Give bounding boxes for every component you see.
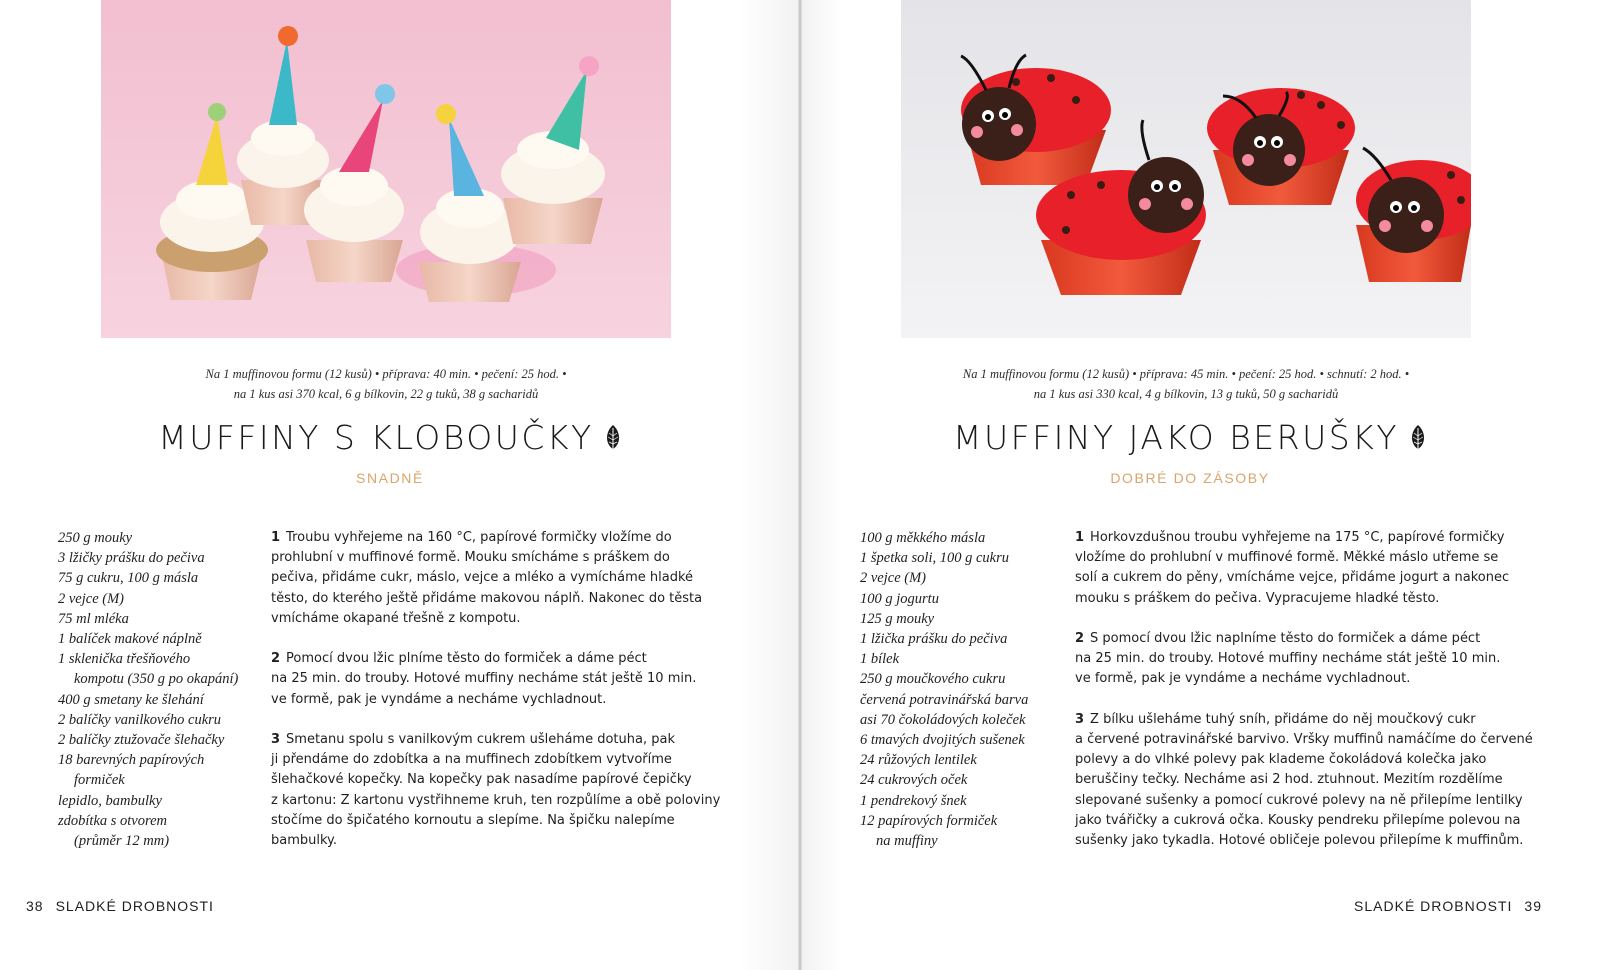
step-text: S pomocí dvou lžic naplníme těsto do formiček a dáme péct <box>1090 631 1481 646</box>
ingredient-item: 1 bílek <box>860 651 900 668</box>
recipe-title-text: MUFFINY S KLOBOUČKY <box>158 418 594 457</box>
meta-line: na 1 kus asi 370 kcal, 6 g bílkovin, 22 g tuků, 38 g sacharidů <box>233 387 539 401</box>
meta-line: Na 1 muffinovou formu (12 kusů) • příprava: 40 min. • pečení: 25 hod. • <box>205 367 567 381</box>
step-number: 1 <box>1075 530 1085 545</box>
step-line: šlehačkové kopečky. Na kopečky pak nasadíme papírové čepičky <box>271 772 692 788</box>
step-line: a červené potravinářské barvivo. Vršky muffinů namáčíme do červené <box>1075 732 1533 747</box>
photo-party-hat-muffins <box>101 0 671 338</box>
ingredient-item: 24 růžových lentilek <box>860 752 977 769</box>
ingredient-item: 2 vejce (M) <box>860 570 927 587</box>
step-line: ve formě, pak je vyndáme a necháme vychladnout. <box>1075 671 1411 687</box>
ingredient-item: 6 tmavých dvojitých sušenek <box>860 732 1025 749</box>
step-3 <box>1075 710 1533 851</box>
step-line: mouku s práškem do pečiva. Vypracujeme hladké těsto. <box>1075 590 1440 606</box>
ingredient-item: 250 g moučkového cukru <box>860 671 1006 688</box>
step-2 <box>1075 629 1515 690</box>
ingredient-item: 2 balíčky vanilkového cukru <box>58 711 222 728</box>
step-text: Z bílku ušleháme tuhý sníh, přidáme do něj moučkový cukr <box>1090 711 1476 727</box>
ingredient-item: 75 ml mléka <box>58 610 129 627</box>
step-line: prohlubní v muffinové formě. Mouku smícháme s práškem do <box>271 550 670 566</box>
step-number: 1 <box>271 530 281 545</box>
ingredient-item: kompotu (350 g po okapání) <box>74 671 239 688</box>
step-2 <box>271 649 711 710</box>
page-number: 39 <box>1524 898 1542 914</box>
ingredient-item: na muffiny <box>876 833 938 850</box>
step-3 <box>271 730 721 851</box>
step-line: polevy a do vlhké polevy pak klademe čokoládová kolečka jako <box>1075 752 1487 768</box>
step-line: solí a cukrem do pěny, vmícháme vejce, přidáme jogurt a nakonec <box>1075 570 1510 586</box>
step-line: těsto, do kterého ještě přidáme makovou náplň. Nakonec do těsta <box>271 590 703 606</box>
ladybug-muffin-back-right <box>1207 88 1355 205</box>
ingredient-item: asi 70 čokoládových koleček <box>860 711 1026 728</box>
step-line: ji přendáme do zdobítka a na muffinech zdobítkem vytvoříme <box>271 752 672 768</box>
ingredient-item: 1 balíček makové náplně <box>58 631 202 648</box>
section-name: SLADKÉ DROBNOSTI <box>1354 898 1513 914</box>
ingredient-item: 2 balíčky ztužovače šlehačky <box>58 732 225 749</box>
step-number: 2 <box>1075 631 1085 646</box>
step-line: z kartonu: Z kartonu vystřihneme kruh, ten rozpůlíme a obě poloviny <box>271 792 721 808</box>
page-number: 38 <box>26 898 44 914</box>
ingredient-item: 24 cukrových oček <box>860 772 968 789</box>
step-line: stočíme do špičatého kornoutu a slepíme. Na špičku nalepíme <box>271 812 675 828</box>
step-number: 3 <box>1075 711 1085 727</box>
ingredient-item: 100 g jogurtu <box>860 590 939 607</box>
recipe-title-text: MUFFINY JAKO BERUŠKY <box>953 418 1399 457</box>
photo-ladybug-muffins <box>901 0 1471 338</box>
method-steps <box>271 528 721 871</box>
ingredient-item: červená potravinářská barva <box>860 691 1029 708</box>
step-line: jako tvářičky a cukrová očka. Kousky pendreku přilepíme polevou na <box>1075 812 1521 828</box>
ingredient-item: 2 vejce (M) <box>58 590 125 607</box>
step-line <box>1075 629 1515 649</box>
ingredient-item: 3 lžičky prášku do pečiva <box>58 550 205 567</box>
ingredient-item: lepidlo, bambulky <box>58 792 162 809</box>
ingredient-item: 18 barevných papírových <box>58 752 205 769</box>
leaf-icon <box>1409 424 1427 452</box>
difficulty-label: DOBRÉ DO ZÁSOBY <box>1110 470 1270 486</box>
step-line: na 25 min. do trouby. Hotové muffiny necháme stát ještě 10 min. <box>1075 651 1501 667</box>
step-text: Smetanu spolu s vanilkovým cukrem ušleháme dotuha, pak <box>286 732 675 747</box>
ingredient-item: 1 lžička prášku do pečiva <box>860 631 1008 648</box>
step-text: Horkovzdušnou troubu vyhřejeme na 175 °C, papírové formičky <box>1090 530 1505 545</box>
step-line: sušenky jako tykadla. Hotové obličeje polevou přilepíme k muffinům. <box>1075 833 1524 849</box>
step-line <box>271 649 711 669</box>
step-line: ve formě, pak je vyndáme a necháme vychladnout. <box>271 691 607 707</box>
step-text: Pomocí dvou lžic plníme těsto do formiček a dáme péct <box>286 651 647 667</box>
step-line <box>271 730 711 750</box>
ingredient-item: formiček <box>74 772 125 789</box>
ingredient-item: 250 g mouky <box>58 530 133 546</box>
ingredient-item: zdobítka s otvorem <box>58 812 168 829</box>
recipe-meta <box>876 364 1496 404</box>
step-line: bambulky. <box>271 833 338 849</box>
step-line: vmícháme okapané třešně z kompotu. <box>271 610 521 626</box>
difficulty-label: SNADNĚ <box>356 470 424 486</box>
leaf-icon <box>604 424 622 452</box>
ingredient-item: 100 g měkkého másla <box>860 530 986 546</box>
step-1 <box>1075 528 1515 609</box>
step-line <box>1075 528 1515 548</box>
step-line: slepované sušenky a pomocí cukrové polevy na ně přilepíme lentilky <box>1075 792 1523 808</box>
page-footer-left <box>26 898 214 914</box>
page-footer-right <box>1354 898 1542 914</box>
step-line: beruščiny tečky. Necháme asi 2 hod. ztuhnout. Mezitím rozdělíme <box>1075 772 1503 788</box>
ingredient-item: 125 g mouky <box>860 610 935 627</box>
step-1 <box>271 528 711 629</box>
ingredient-item: 1 špetka soli, 100 g cukru <box>860 550 1010 567</box>
recipe-title <box>830 416 1550 460</box>
ingredient-item: 1 pendrekový šnek <box>860 792 967 809</box>
gutter-shadow <box>740 0 798 970</box>
meta-line: Na 1 muffinovou formu (12 kusů) • příprava: 45 min. • pečení: 25 hod. • schnutí: 2 hod. • <box>962 367 1410 381</box>
ingredient-item: 75 g cukru, 100 g másla <box>58 570 199 587</box>
ingredient-item: 12 papírových formiček <box>860 812 998 829</box>
step-text: Troubu vyhřejeme na 160 °C, papírové formičky vložíme do <box>286 530 672 545</box>
step-line <box>1075 710 1515 730</box>
step-line: pečiva, přidáme cukr, máslo, vejce a mléko a vymícháme hladké <box>271 570 694 586</box>
ingredient-item: 1 sklenička třešňového <box>58 651 191 668</box>
ingredient-item: 400 g smetany ke šlehání <box>58 691 204 708</box>
step-number: 2 <box>271 651 281 667</box>
meta-line: na 1 kus asi 330 kcal, 4 g bílkovin, 13 g tuků, 50 g sacharidů <box>1033 387 1339 401</box>
ingredients-list <box>58 528 263 851</box>
recipe-title <box>30 416 750 460</box>
step-line: vložíme do prohlubní v muffinové formě. Měkké máslo utřeme se <box>1075 550 1499 566</box>
step-number: 3 <box>271 732 281 747</box>
gutter-shadow <box>802 0 842 970</box>
section-name: SLADKÉ DROBNOSTI <box>55 898 214 914</box>
method-steps <box>1075 528 1533 871</box>
step-line <box>271 528 711 548</box>
recipe-meta <box>76 364 696 404</box>
ingredients-list <box>860 528 1065 851</box>
ingredient-item: (průměr 12 mm) <box>74 833 170 850</box>
step-line: na 25 min. do trouby. Hotové muffiny necháme stát ještě 10 min. <box>271 671 697 687</box>
